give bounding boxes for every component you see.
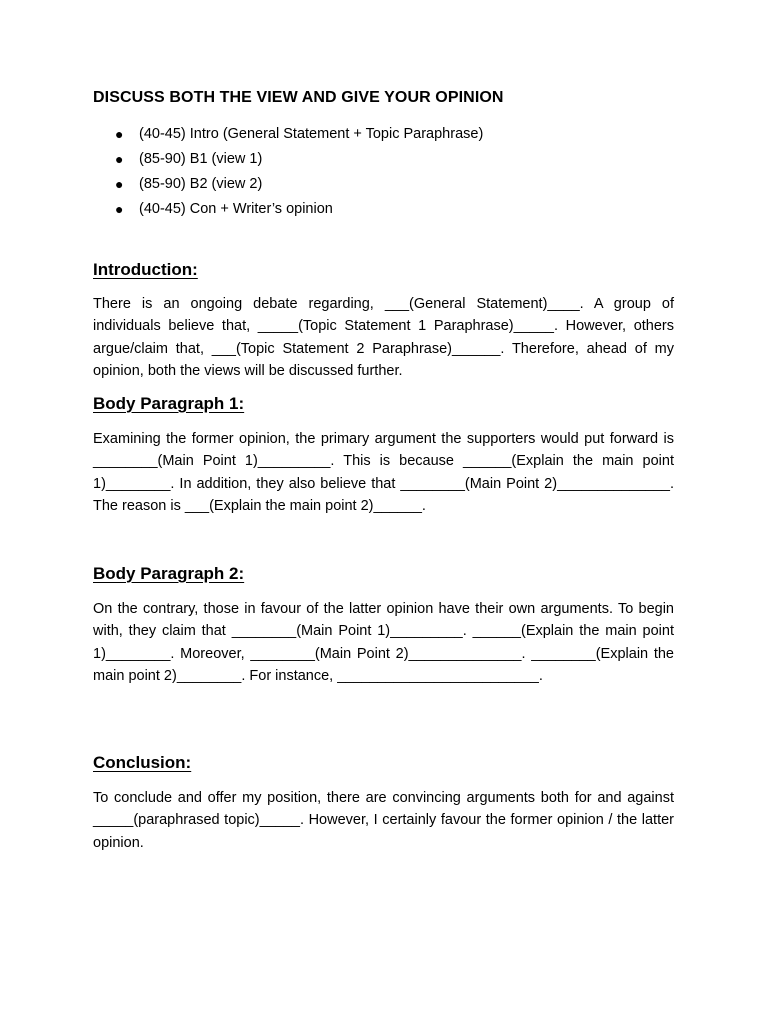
list-item <box>93 149 653 174</box>
body-paragraph-2: On the contrary, those in favour of the latter opinion have their own arguments. To begin with, they claim that ________(Main Point 1)_________. ______(Explain the main point 1)________. Moreover, ________(Main Point 2)______________. ________(Explain the main point 2)________. For instance, _________________________. <box>93 601 674 685</box>
list-item <box>93 199 653 224</box>
bullet-icon: ● <box>115 201 124 217</box>
bullet-text: (85-90) B2 (view 2) <box>139 176 263 192</box>
bullet-text: (40-45) Con + Writer’s opinion <box>139 201 333 217</box>
body-paragraph-2-heading: Body Paragraph 2: <box>93 564 245 583</box>
bullet-text: (40-45) Intro (General Statement + Topic Paraphrase) <box>139 126 484 142</box>
document-title: DISCUSS BOTH THE VIEW AND GIVE YOUR OPINION <box>93 89 504 106</box>
conclusion-paragraph: To conclude and offer my position, there are convincing arguments both for and against _____(paraphrased topic)_____. However, I certainly favour the former opinion / the latter opinion. <box>93 790 674 851</box>
body-paragraph-1: Examining the former opinion, the primary argument the supporters would put forward is ________(Main Point 1)_________. This is because ______(Explain the main point 1)________. In addition, they also believe that ________(Main Point 2)______________. The reason is ___(Explain the main point 2)______. <box>93 431 674 515</box>
structure-bullet-list <box>93 124 653 224</box>
introduction-heading: Introduction: <box>93 260 198 279</box>
body-paragraph-1-heading: Body Paragraph 1: <box>93 394 245 413</box>
list-item <box>93 174 653 199</box>
bullet-icon: ● <box>115 151 124 167</box>
bullet-text: (85-90) B1 (view 1) <box>139 151 263 167</box>
list-item <box>93 124 653 149</box>
bullet-icon: ● <box>115 126 124 142</box>
conclusion-heading: Conclusion: <box>93 753 192 772</box>
introduction-paragraph: There is an ongoing debate regarding, ___(General Statement)____. A group of individuals believe that, _____(Topic Statement 1 Paraphrase)_____. However, others argue/claim that, ___(Topic Statement 2 Paraphrase)______. Therefore, ahead of my opinion, both the views will be discussed further. <box>93 296 674 380</box>
bullet-icon: ● <box>115 176 124 192</box>
